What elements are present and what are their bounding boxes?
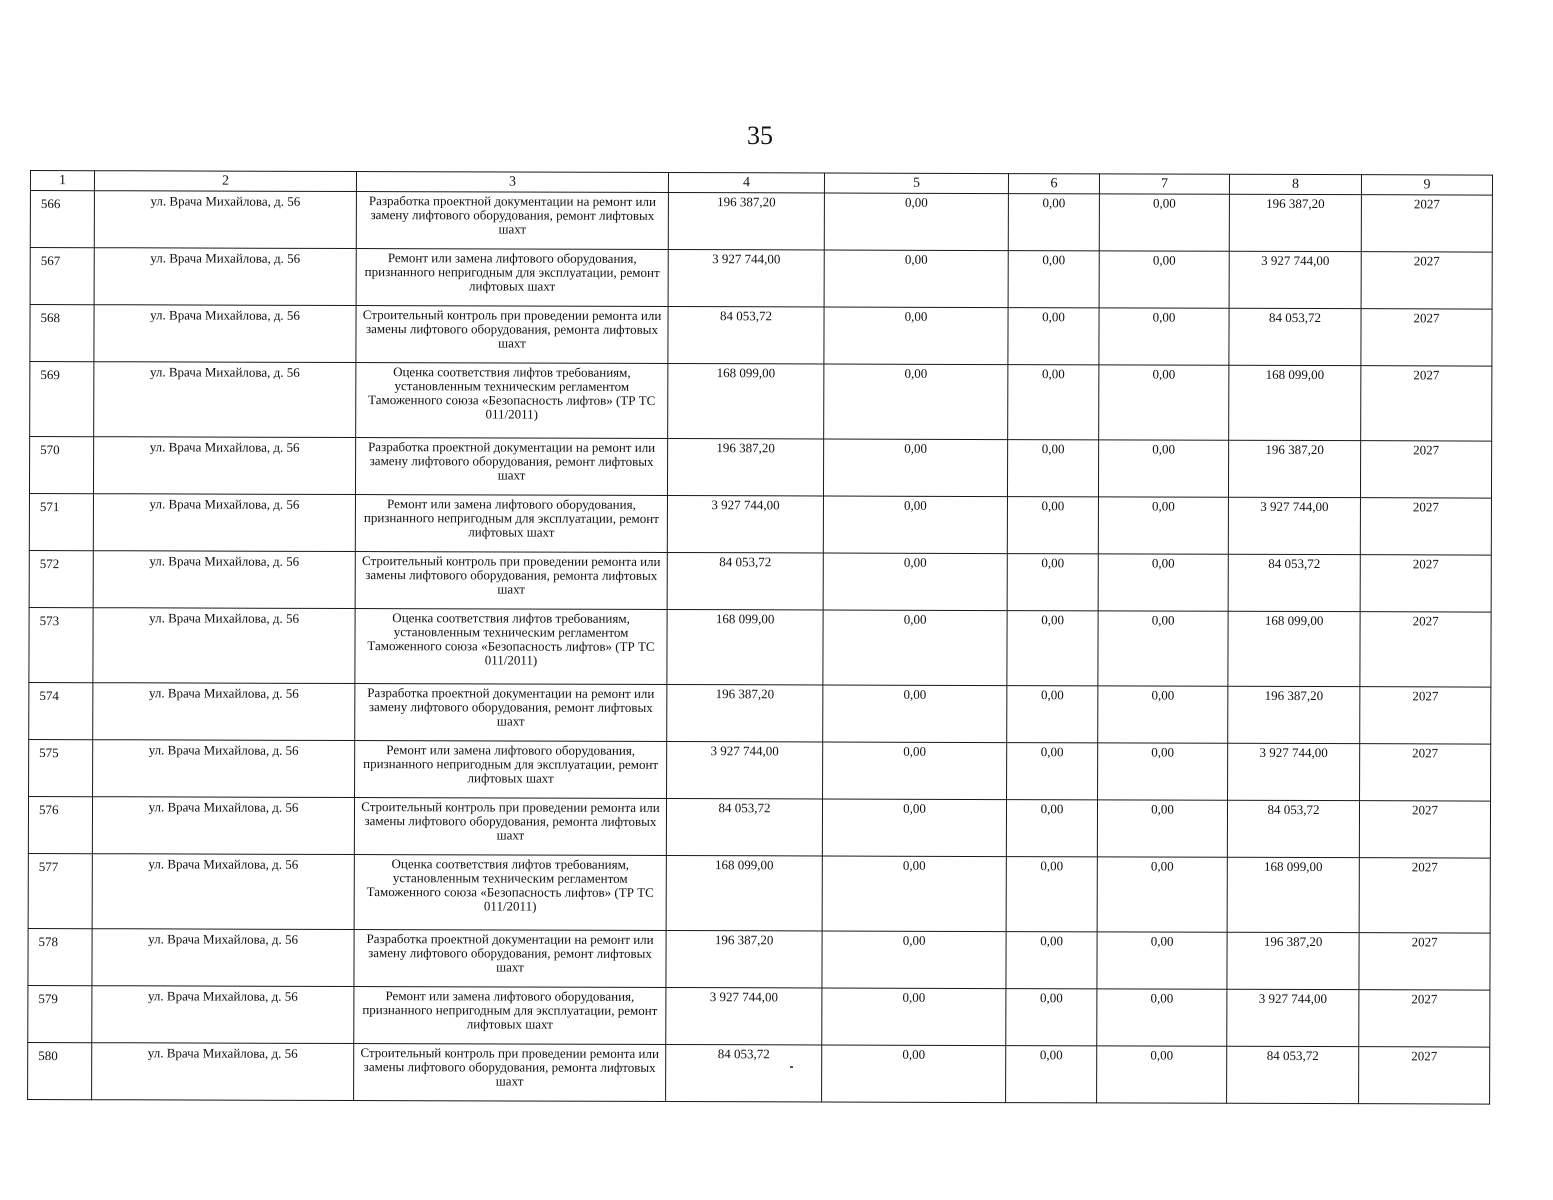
table-row <box>30 191 1492 253</box>
cost-total-cell: 84 053,72 <box>666 799 822 856</box>
column-header: 6 <box>1008 174 1099 194</box>
value-col5-cell: 0,00 <box>823 742 1007 800</box>
year-cell: 2027 <box>1360 687 1491 744</box>
value-col5-cell: 0,00 <box>823 553 1007 611</box>
value-col7-cell: 0,00 <box>1098 440 1228 497</box>
row-number: 567 <box>30 248 94 305</box>
address-cell: ул. Врача Михайлова, д. 56 <box>92 929 354 987</box>
value-col6-cell: 0,00 <box>1006 857 1097 932</box>
work-description-cell: Строительный контроль при проведении ремонта или замены лифтового оборудования, ремонта лифтовых шахт <box>355 552 667 610</box>
work-description-cell: Строительный контроль при проведении ремонта или замены лифтового оборудования, ремонта лифтовых шахт <box>354 1044 666 1102</box>
row-number: 570 <box>29 437 93 494</box>
value-col6-cell: 0,00 <box>1007 743 1098 800</box>
work-description-cell: Оценка соответствия лифтов требованиям, установленным техническим регламентом Таможенного союза «Безопасность лифтов» (ТР ТС 011/2011) <box>355 609 667 685</box>
row-number: 568 <box>30 305 94 362</box>
table-body <box>28 191 1493 1105</box>
year-cell: 2027 <box>1361 366 1492 441</box>
table-row <box>28 853 1490 933</box>
table-row <box>30 305 1492 367</box>
year-cell: 2027 <box>1361 252 1492 309</box>
address-cell: ул. Врача Михайлова, д. 56 <box>93 437 355 495</box>
value-col5-cell: 0,00 <box>824 307 1008 365</box>
address-cell: ул. Врача Михайлова, д. 56 <box>93 494 355 552</box>
address-cell: ул. Врача Михайлова, д. 56 <box>92 797 354 855</box>
page-number: 35 <box>747 121 773 150</box>
value-col8-cell: 84 053,72 <box>1227 1046 1359 1103</box>
value-col8-cell: 168 099,00 <box>1229 365 1361 440</box>
address-cell: ул. Врача Михайлова, д. 56 <box>92 1043 354 1101</box>
table-row <box>29 493 1491 555</box>
year-cell: 2027 <box>1359 858 1490 933</box>
row-number: 571 <box>29 493 93 550</box>
value-col8-cell: 3 927 744,00 <box>1227 989 1359 1046</box>
value-col8-cell: 3 927 744,00 <box>1229 251 1361 308</box>
cost-total-cell: 3 927 744,00 <box>667 742 823 799</box>
value-col7-cell: 0,00 <box>1097 800 1227 857</box>
address-cell: ул. Врача Михайлова, д. 56 <box>93 551 355 609</box>
value-col8-cell: 196 387,20 <box>1229 194 1361 251</box>
cost-total-cell: 3 927 744,00 <box>666 988 822 1045</box>
address-cell: ул. Врача Михайлова, д. 56 <box>94 248 356 306</box>
cost-total-cell: 3 927 744,00 <box>668 250 824 307</box>
scan-speck <box>790 1066 793 1068</box>
work-description-cell: Разработка проектной документации на ремонт или замену лифтового оборудования, ремонт лифтовых шахт <box>354 930 666 988</box>
table-row <box>28 985 1490 1047</box>
value-col6-cell: 0,00 <box>1008 365 1099 440</box>
row-number: 572 <box>29 550 93 607</box>
table-row <box>29 437 1491 499</box>
cost-total-cell: 196 387,20 <box>666 931 822 988</box>
value-col7-cell: 0,00 <box>1099 251 1229 308</box>
address-cell: ул. Врача Михайлова, д. 56 <box>94 362 356 438</box>
cost-total-cell: 84 053,72 <box>667 553 823 610</box>
value-col8-cell: 196 387,20 <box>1227 932 1359 989</box>
cost-total-cell: 168 099,00 <box>667 610 823 685</box>
value-col8-cell: 84 053,72 <box>1229 308 1361 365</box>
table-row <box>28 1042 1490 1104</box>
value-col7-cell: 0,00 <box>1097 989 1227 1046</box>
row-number: 573 <box>29 607 93 682</box>
value-col8-cell: 196 387,20 <box>1228 686 1360 743</box>
address-cell: ул. Врача Михайлова, д. 56 <box>92 854 354 930</box>
value-col6-cell: 0,00 <box>1007 554 1098 611</box>
table-row <box>29 607 1491 687</box>
value-col8-cell: 3 927 744,00 <box>1228 743 1360 800</box>
value-col6-cell: 0,00 <box>1008 308 1099 365</box>
table-row <box>28 796 1490 858</box>
year-cell: 2027 <box>1360 744 1491 801</box>
cost-total-cell: 168 099,00 <box>666 856 822 931</box>
cost-total-cell: 168 099,00 <box>668 364 824 439</box>
row-number: 576 <box>28 796 92 853</box>
work-description-cell: Ремонт или замена лифтового оборудования, признанного непригодным для эксплуатации, ремонт лифтовых шахт <box>354 987 666 1045</box>
value-col7-cell: 0,00 <box>1098 611 1228 686</box>
repair-table <box>27 170 1493 1105</box>
work-description-cell: Разработка проектной документации на ремонт или замену лифтового оборудования, ремонт лифтовых шахт <box>356 192 668 250</box>
value-col5-cell: 0,00 <box>822 1045 1006 1103</box>
address-cell: ул. Врача Михайлова, д. 56 <box>93 683 355 741</box>
value-col5-cell: 0,00 <box>824 364 1008 440</box>
cost-total-cell: 196 387,20 <box>667 439 823 496</box>
table-row <box>30 362 1492 442</box>
value-col6-cell: 0,00 <box>1006 932 1097 989</box>
work-description-cell: Ремонт или замена лифтового оборудования, признанного непригодным для эксплуатации, ремонт лифтовых шахт <box>355 741 667 799</box>
table-row <box>29 550 1491 612</box>
year-cell: 2027 <box>1360 555 1491 612</box>
year-cell: 2027 <box>1359 1047 1490 1104</box>
value-col8-cell: 84 053,72 <box>1227 800 1359 857</box>
year-cell: 2027 <box>1360 498 1491 555</box>
work-description-cell: Строительный контроль при проведении ремонта или замены лифтового оборудования, ремонта лифтовых шахт <box>356 306 668 364</box>
cost-total-cell: 3 927 744,00 <box>667 496 823 553</box>
value-col5-cell: 0,00 <box>823 439 1007 497</box>
work-description-cell: Оценка соответствия лифтов требованиям, установленным техническим регламентом Таможенного союза «Безопасность лифтов» (ТР ТС 011/2011) <box>354 855 666 931</box>
column-header: 8 <box>1229 174 1361 194</box>
cost-total-cell: 84 053,72 <box>668 307 824 364</box>
work-description-cell: Ремонт или замена лифтового оборудования, признанного непригодным для эксплуатации, ремонт лифтовых шахт <box>355 495 667 553</box>
value-col5-cell: 0,00 <box>823 610 1007 686</box>
column-header: 4 <box>668 173 824 193</box>
address-cell: ул. Врача Михайлова, д. 56 <box>93 740 355 798</box>
value-col8-cell: 196 387,20 <box>1228 440 1360 497</box>
value-col6-cell: 0,00 <box>1006 800 1097 857</box>
row-number: 580 <box>28 1042 92 1099</box>
work-description-cell: Строительный контроль при проведении ремонта или замены лифтового оборудования, ремонта лифтовых шахт <box>354 798 666 856</box>
value-col7-cell: 0,00 <box>1098 497 1228 554</box>
cost-total-cell: 196 387,20 <box>667 685 823 742</box>
row-number: 579 <box>28 985 92 1042</box>
column-header: 5 <box>824 173 1008 194</box>
value-col7-cell: 0,00 <box>1099 308 1229 365</box>
value-col7-cell: 0,00 <box>1099 365 1229 440</box>
value-col7-cell: 0,00 <box>1097 932 1227 989</box>
column-header: 9 <box>1361 175 1492 195</box>
value-col7-cell: 0,00 <box>1097 857 1227 932</box>
year-cell: 2027 <box>1359 933 1490 990</box>
value-col5-cell: 0,00 <box>824 250 1008 308</box>
value-col6-cell: 0,00 <box>1007 611 1098 686</box>
row-number: 578 <box>28 928 92 985</box>
address-cell: ул. Врача Михайлова, д. 56 <box>94 191 356 249</box>
value-col7-cell: 0,00 <box>1098 554 1228 611</box>
row-number: 574 <box>29 682 93 739</box>
row-number: 575 <box>29 739 93 796</box>
address-cell: ул. Врача Михайлова, д. 56 <box>94 305 356 363</box>
row-number: 566 <box>30 191 94 248</box>
column-header: 7 <box>1099 174 1229 194</box>
address-cell: ул. Врача Михайлова, д. 56 <box>92 986 354 1044</box>
value-col7-cell: 0,00 <box>1098 686 1228 743</box>
year-cell: 2027 <box>1361 309 1492 366</box>
column-header: 3 <box>356 172 668 193</box>
value-col5-cell: 0,00 <box>823 496 1007 554</box>
value-col8-cell: 168 099,00 <box>1227 857 1359 932</box>
year-cell: 2027 <box>1360 612 1491 687</box>
work-description-cell: Оценка соответствия лифтов требованиям, установленным техническим регламентом Таможенного союза «Безопасность лифтов» (ТР ТС 011/2011) <box>356 363 668 439</box>
value-col7-cell: 0,00 <box>1097 1046 1227 1103</box>
value-col5-cell: 0,00 <box>822 931 1006 989</box>
value-col5-cell: 0,00 <box>824 193 1008 251</box>
value-col8-cell: 84 053,72 <box>1228 554 1360 611</box>
year-cell: 2027 <box>1361 195 1492 252</box>
cost-total-cell: 84 053,72 <box>666 1045 822 1102</box>
value-col6-cell: 0,00 <box>1007 497 1098 554</box>
value-col5-cell: 0,00 <box>822 799 1006 857</box>
value-col6-cell: 0,00 <box>1006 1046 1097 1103</box>
year-cell: 2027 <box>1359 990 1490 1047</box>
value-col7-cell: 0,00 <box>1098 743 1228 800</box>
column-header: 2 <box>94 171 356 192</box>
work-description-cell: Ремонт или замена лифтового оборудования, признанного непригодным для эксплуатации, ремонт лифтовых шахт <box>356 249 668 307</box>
address-cell: ул. Врача Михайлова, д. 56 <box>93 608 355 684</box>
value-col5-cell: 0,00 <box>822 988 1006 1046</box>
work-description-cell: Разработка проектной документации на ремонт или замену лифтового оборудования, ремонт лифтовых шахт <box>355 684 667 742</box>
table-row <box>30 248 1492 310</box>
value-col6-cell: 0,00 <box>1008 194 1099 251</box>
row-number: 577 <box>28 853 92 928</box>
cost-total-cell: 196 387,20 <box>668 193 824 250</box>
value-col6-cell: 0,00 <box>1007 686 1098 743</box>
row-number: 569 <box>30 362 94 437</box>
value-col5-cell: 0,00 <box>822 856 1006 932</box>
value-col6-cell: 0,00 <box>1006 989 1097 1046</box>
work-description-cell: Разработка проектной документации на ремонт или замену лифтового оборудования, ремонт лифтовых шахт <box>355 438 667 496</box>
year-cell: 2027 <box>1360 441 1491 498</box>
table-sheet <box>27 170 1492 1105</box>
value-col8-cell: 168 099,00 <box>1228 611 1360 686</box>
value-col6-cell: 0,00 <box>1007 440 1098 497</box>
column-header: 1 <box>30 171 94 191</box>
table-row <box>29 739 1491 801</box>
table-row <box>28 928 1490 990</box>
value-col8-cell: 3 927 744,00 <box>1228 497 1360 554</box>
value-col6-cell: 0,00 <box>1008 251 1099 308</box>
table-row <box>29 682 1491 744</box>
value-col7-cell: 0,00 <box>1099 194 1229 251</box>
year-cell: 2027 <box>1359 801 1490 858</box>
value-col5-cell: 0,00 <box>823 685 1007 743</box>
